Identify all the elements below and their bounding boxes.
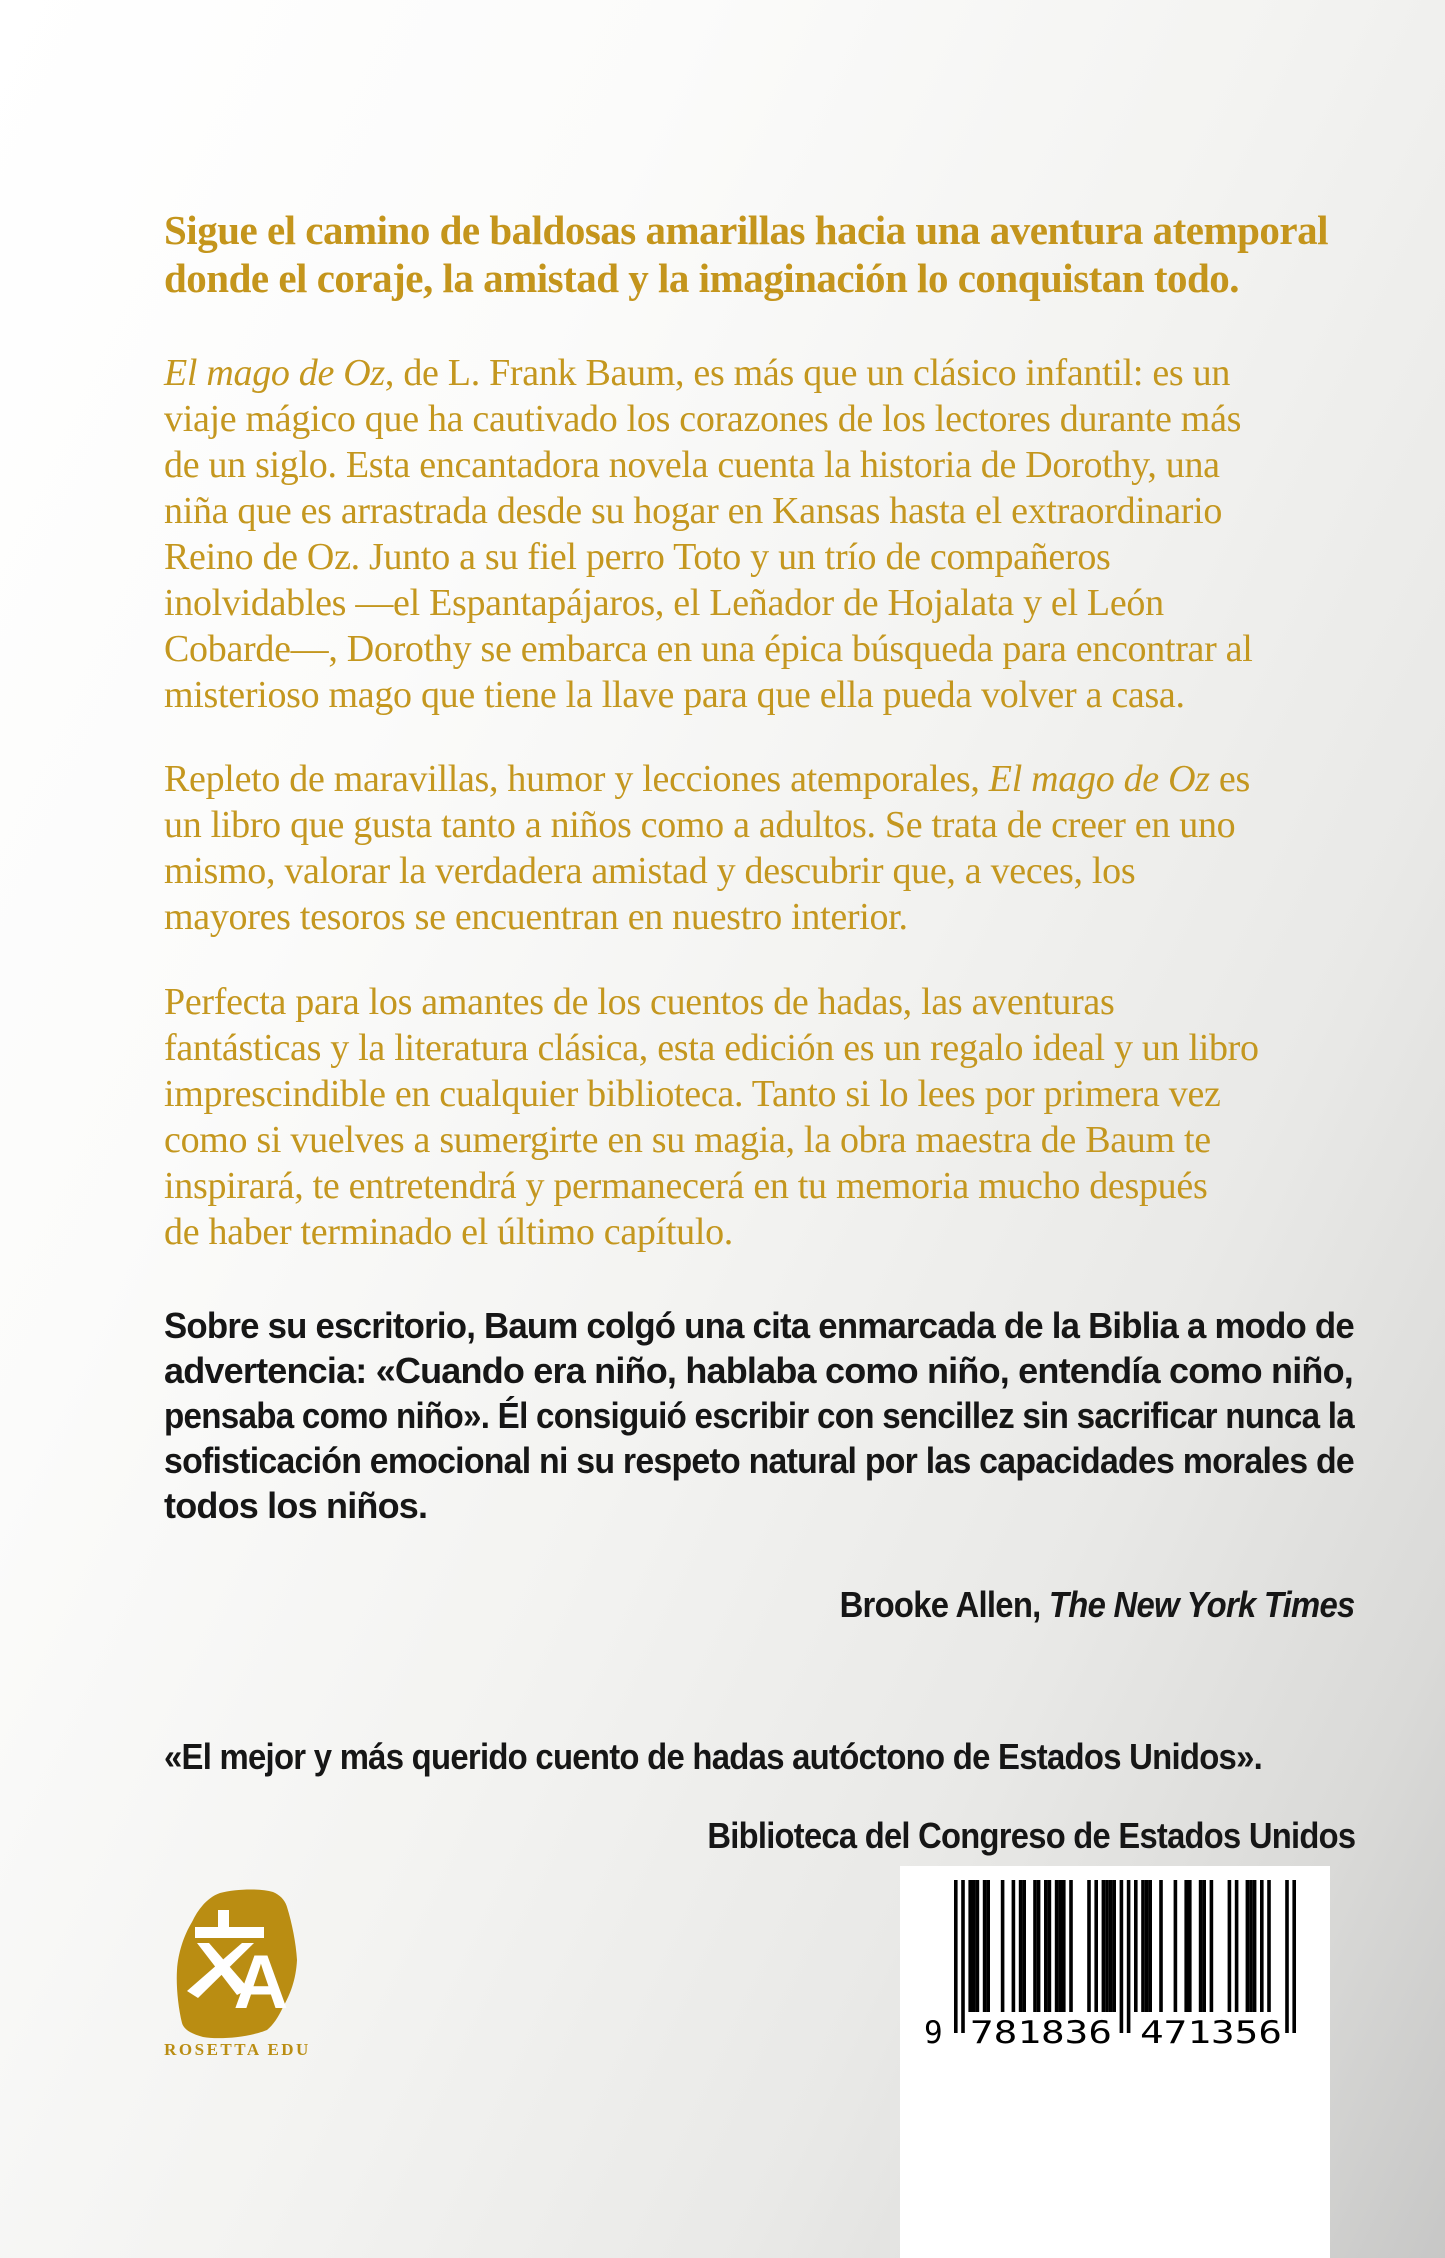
synopsis-paragraph-2 [164,756,1250,940]
synopsis-paragraph-3 [164,979,1259,1255]
tagline [164,206,1328,302]
barcode-bar [1094,1880,1098,2012]
publisher-logo-icon [170,1885,305,2043]
text-line: misterioso mago que tiene la llave para que ella pueda volver a casa. [164,674,1185,716]
barcode-bar [1148,1880,1152,2012]
barcode-bar [1159,1880,1163,2012]
barcode-bar [1188,1880,1192,2012]
barcode-bar [986,1880,990,2012]
barcode-bar [1253,1880,1257,2012]
barcode-bar [1285,1880,1289,2033]
loc-attribution [642,1813,1355,1858]
barcode-bar [1105,1880,1109,2012]
synopsis-paragraph-1 [164,350,1253,718]
nyt-attribution [790,1582,1355,1627]
barcode-bar [1246,1880,1250,2012]
loc-quote [164,1734,1367,1779]
barcode-bar [1134,1880,1138,2012]
logo-label: ROSETTA EDU [164,2040,311,2059]
barcode-bar [1141,1880,1145,2012]
barcode-bar [1102,1880,1106,2012]
text-line: Sobre su escritorio, Baum colgó una cita enmarcada de la Biblia a modo de [164,1305,1354,1346]
editorial-quote [164,1303,1445,1528]
barcode-bar [1235,1880,1239,2012]
barcode-bar [1044,1880,1048,2012]
barcode-bar [972,1880,976,2012]
text-line: mayores tesoros se encuentran en nuestro interior. [164,896,908,938]
text-line: Cobarde—, Dorothy se embarca en una épica búsqueda para encontrar al [164,628,1253,670]
text-line: mismo, valorar la verdadera amistad y descubrir que, a veces, los [164,850,1136,892]
text-line: de haber terminado el último capítulo. [164,1211,733,1253]
barcode-bar [983,1880,987,2012]
text-line: inolvidables —el Espantapájaros, el Leñador de Hojalata y el León [164,582,1164,624]
barcode-panel [900,1866,1330,2258]
barcode-bar [1012,1880,1016,2012]
barcode-bar [1292,1880,1296,2033]
barcode-bar [1249,1880,1253,2012]
barcode-bar [1058,1880,1062,2012]
barcode-bar [1037,1880,1041,2012]
barcode-bar [1199,1880,1203,2012]
loc-quote-line: «El mejor y más querido cuento de hadas autóctono de Estados Unidos». [164,1736,1263,1777]
text-line: imprescindible en cualquier biblioteca. Tanto si lo lees por primera vez [164,1073,1221,1115]
barcode-bar [1055,1880,1059,2012]
barcode-bar [1267,1880,1271,2012]
text-line: sofisticación emocional ni su respeto natural por las capacidades morales de [164,1440,1354,1481]
barcode-digits: 471356 [1140,2015,1282,2051]
text-line: un libro que gusta tanto a niños como a adultos. Se trata de creer en uno [164,804,1236,846]
text-line: fantásticas y la literatura clásica, esta edición es un regalo ideal y un libro [164,1027,1259,1069]
ean13-barcode [900,1866,1330,2106]
text-line: Sigue el camino de baldosas amarillas hacia una aventura atemporal [164,207,1329,253]
barcode-bar [968,1880,972,2012]
barcode-bar [1109,1880,1113,2012]
barcode-bar [1120,1880,1124,2033]
barcode-bar [976,1880,980,2012]
barcode-bar [1069,1880,1073,2012]
barcode-bar [1033,1880,1037,2012]
barcode-bar [1022,1880,1026,2012]
barcode-bar [1048,1880,1052,2012]
text-line: Repleto de maravillas, humor y lecciones atemporales, El mago de Oz es [164,758,1250,800]
text-line: El mago de Oz, de L. Frank Baum, es más que un clásico infantil: es un [164,352,1231,394]
text-line: todos los niños. [164,1485,428,1526]
text-line: Perfecta para los amantes de los cuentos de hadas, las aventuras [164,981,1115,1023]
barcode-bar [1019,1880,1023,2012]
loc-attribution-line: Biblioteca del Congreso de Estados Unidos [707,1815,1355,1856]
barcode-bar [1228,1880,1232,2012]
text-line: de un siglo. Esta encantadora novela cuenta la historia de Dorothy, una [164,444,1220,486]
barcode-bar [1127,1880,1131,2033]
barcode-bar [1202,1880,1206,2012]
barcode-bar [1001,1880,1005,2012]
barcode-bar [1260,1880,1264,2012]
text-line: niña que es arrastrada desde su hogar en Kansas hasta el extraordinario [164,490,1223,532]
barcode-digits: 781836 [970,2015,1112,2051]
barcode-bar [1062,1880,1066,2012]
text-line: advertencia: «Cuando era niño, hablaba como niño, entendía como niño, [164,1350,1353,1391]
barcode-digits: 9 [924,2015,943,2051]
barcode-bar [1184,1880,1188,2012]
text-line: Reino de Oz. Junto a su fiel perro Toto y un trío de compañeros [164,536,1111,578]
text-line: viaje mágico que ha cautivado los corazones de los lectores durante más [164,398,1242,440]
barcode-bar [1112,1880,1116,2012]
nyt-attribution-line: Brooke Allen, The New York Times [839,1584,1355,1625]
text-line: pensaba como niño». Él consiguió escribir con sencillez sin sacrificar nunca la [164,1395,1355,1436]
barcode-bar [1174,1880,1178,2012]
barcode-bar [1087,1880,1091,2012]
barcode-bar [961,1880,965,2033]
logo-a-glyph: A [233,1940,289,2025]
text-line: inspirará, te entretendrá y permanecerá en tu memoria mucho después [164,1165,1208,1207]
text-line: como si vuelves a sumergirte en su magia, la obra maestra de Baum te [164,1119,1211,1161]
barcode-bar [1145,1880,1149,2012]
text-line: donde el coraje, la amistad y la imaginación lo conquistan todo. [164,255,1240,301]
barcode-bar [954,1880,958,2033]
barcode-bar [1210,1880,1214,2012]
